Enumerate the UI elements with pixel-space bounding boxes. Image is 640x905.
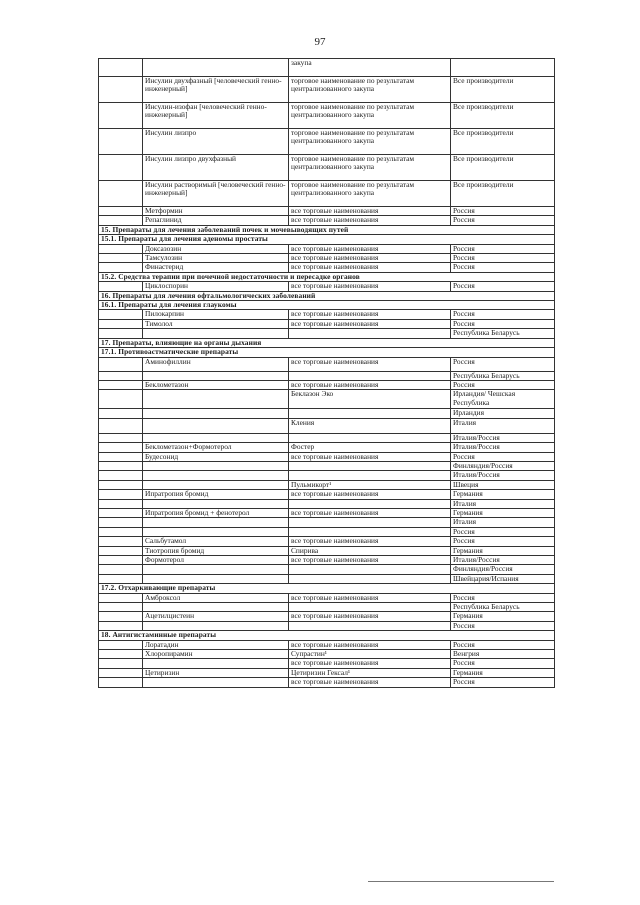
table-row <box>99 546 555 555</box>
table-row <box>99 310 555 319</box>
manufacturer-cell: Россия <box>451 244 555 253</box>
manufacturer-cell: Италия/Россия <box>451 471 555 480</box>
manufacturer-cell <box>451 59 555 77</box>
section-row <box>99 301 555 310</box>
group-cell <box>99 77 143 103</box>
table-row <box>99 329 555 338</box>
table-row <box>99 357 555 371</box>
trade-name-cell <box>289 603 451 612</box>
section-heading: 17. Препараты, влияющие на органы дыхания <box>99 338 555 347</box>
inn-cell: Пилокарпин <box>143 310 289 319</box>
group-cell <box>99 659 143 668</box>
table-row <box>99 612 555 621</box>
inn-cell <box>143 499 289 508</box>
manufacturer-cell: Все производители <box>451 181 555 207</box>
manufacturer-cell: Италия/Россия <box>451 556 555 565</box>
trade-name-cell: все торговые наименования <box>289 254 451 263</box>
group-cell <box>99 443 143 452</box>
inn-cell: Инсулин-изофан [человеческий генно-инженерный] <box>143 103 289 129</box>
trade-name-cell <box>289 527 451 536</box>
group-cell <box>99 418 143 433</box>
table-row <box>99 409 555 418</box>
group-cell <box>99 216 143 225</box>
table-row <box>99 518 555 527</box>
group-cell <box>99 181 143 207</box>
group-cell <box>99 565 143 574</box>
manufacturer-cell: Все производители <box>451 103 555 129</box>
group-cell <box>99 556 143 565</box>
section-heading: 16. Препараты для лечения офтальмологических заболеваний <box>99 291 555 300</box>
group-cell <box>99 254 143 263</box>
inn-cell: Циклоспорин <box>143 282 289 291</box>
inn-cell: Доксазозин <box>143 244 289 253</box>
trade-name-cell: все торговые наименования <box>289 452 451 461</box>
group-cell <box>99 537 143 546</box>
section-heading: 16.1. Препараты для лечения глаукомы <box>99 301 555 310</box>
inn-cell: Инсулин растворимый [человеческий генно-инженерный] <box>143 181 289 207</box>
inn-cell <box>143 518 289 527</box>
inn-cell <box>143 603 289 612</box>
manufacturer-cell: Венгрия <box>451 650 555 659</box>
inn-cell: Сальбутамол <box>143 537 289 546</box>
manufacturer-cell: Россия <box>451 282 555 291</box>
trade-name-cell <box>289 371 451 380</box>
group-cell <box>99 593 143 602</box>
manufacturer-cell: Республика Беларусь <box>451 371 555 380</box>
group-cell <box>99 409 143 418</box>
table-row <box>99 181 555 207</box>
table-row <box>99 565 555 574</box>
table-row <box>99 461 555 470</box>
group-cell <box>99 480 143 489</box>
manufacturer-cell: Россия <box>451 659 555 668</box>
inn-cell: Амброксол <box>143 593 289 602</box>
group-cell <box>99 678 143 687</box>
manufacturer-cell: Ирландия/ Чешская Республика <box>451 390 555 409</box>
inn-cell: Формотерол <box>143 556 289 565</box>
table-row <box>99 244 555 253</box>
manufacturer-cell: Все производители <box>451 77 555 103</box>
section-row <box>99 225 555 234</box>
group-cell <box>99 650 143 659</box>
manufacturer-cell: Германия <box>451 490 555 499</box>
table-row <box>99 380 555 389</box>
inn-cell <box>143 371 289 380</box>
manufacturer-cell: Россия <box>451 678 555 687</box>
group-cell <box>99 471 143 480</box>
inn-cell: Тиотропия бромид <box>143 546 289 555</box>
manufacturer-cell: Италия <box>451 418 555 433</box>
trade-name-cell: все торговые наименования <box>289 640 451 649</box>
inn-cell: Беклометазон+Формотерол <box>143 443 289 452</box>
group-cell <box>99 129 143 155</box>
table-row <box>99 390 555 409</box>
table-row <box>99 508 555 517</box>
table-row <box>99 207 555 216</box>
trade-name-cell: торговое наименование по результатам централизованного закупа <box>289 181 451 207</box>
group-cell <box>99 244 143 253</box>
inn-cell: Аминофиллин <box>143 357 289 371</box>
trade-name-cell: закупа <box>289 59 451 77</box>
table-row <box>99 527 555 536</box>
trade-name-cell: торговое наименование по результатам централизованного закупа <box>289 77 451 103</box>
inn-cell: Хлоропирамин <box>143 650 289 659</box>
inn-cell <box>143 565 289 574</box>
group-cell <box>99 490 143 499</box>
manufacturer-cell: Все производители <box>451 155 555 181</box>
trade-name-cell: все торговые наименования <box>289 319 451 328</box>
group-cell <box>99 527 143 536</box>
inn-cell <box>143 574 289 583</box>
table-row <box>99 433 555 442</box>
inn-cell <box>143 433 289 442</box>
table-row <box>99 59 555 77</box>
group-cell <box>99 508 143 517</box>
inn-cell: Финастерид <box>143 263 289 272</box>
trade-name-cell: Цетиризин Гексал¹ <box>289 668 451 677</box>
trade-name-cell: все торговые наименования <box>289 207 451 216</box>
table-row <box>99 452 555 461</box>
table-row <box>99 263 555 272</box>
inn-cell <box>143 678 289 687</box>
group-cell <box>99 380 143 389</box>
inn-cell: Инсулин лизпро двухфазный <box>143 155 289 181</box>
trade-name-cell: все торговые наименования <box>289 380 451 389</box>
inn-cell <box>143 471 289 480</box>
inn-cell: Лоратадин <box>143 640 289 649</box>
group-cell <box>99 574 143 583</box>
manufacturer-cell: Республика Беларусь <box>451 329 555 338</box>
trade-name-cell <box>289 518 451 527</box>
manufacturer-cell: Россия <box>451 593 555 602</box>
trade-name-cell <box>289 461 451 470</box>
table-row <box>99 254 555 263</box>
manufacturer-cell: Россия <box>451 452 555 461</box>
group-cell <box>99 357 143 371</box>
manufacturer-cell: Россия <box>451 263 555 272</box>
trade-name-cell <box>289 621 451 630</box>
inn-cell <box>143 329 289 338</box>
inn-cell: Репаглинид <box>143 216 289 225</box>
group-cell <box>99 461 143 470</box>
trade-name-cell: Супрастин¹ <box>289 650 451 659</box>
inn-cell: Инсулин лизпро <box>143 129 289 155</box>
manufacturer-cell: Германия <box>451 546 555 555</box>
trade-name-cell: все торговые наименования <box>289 357 451 371</box>
section-row <box>99 631 555 640</box>
table-row <box>99 77 555 103</box>
table-row <box>99 678 555 687</box>
manufacturer-cell: Россия <box>451 537 555 546</box>
trade-name-cell <box>289 499 451 508</box>
trade-name-cell: все торговые наименования <box>289 612 451 621</box>
drug-list-table <box>98 58 555 688</box>
manufacturer-cell: Россия <box>451 380 555 389</box>
table-row <box>99 129 555 155</box>
inn-cell <box>143 659 289 668</box>
group-cell <box>99 310 143 319</box>
inn-cell: Метформин <box>143 207 289 216</box>
section-row <box>99 338 555 347</box>
page-number: 97 <box>314 36 326 48</box>
group-cell <box>99 640 143 649</box>
inn-cell <box>143 59 289 77</box>
section-row <box>99 272 555 281</box>
trade-name-cell: все торговые наименования <box>289 556 451 565</box>
table-row <box>99 282 555 291</box>
table-row <box>99 499 555 508</box>
group-cell <box>99 668 143 677</box>
trade-name-cell: все торговые наименования <box>289 490 451 499</box>
trade-name-cell: все торговые наименования <box>289 216 451 225</box>
table-row <box>99 603 555 612</box>
manufacturer-cell: Россия <box>451 207 555 216</box>
manufacturer-cell: Россия <box>451 254 555 263</box>
manufacturer-cell: Италия/Россия <box>451 433 555 442</box>
inn-cell <box>143 418 289 433</box>
inn-cell: Ипратропия бромид <box>143 490 289 499</box>
group-cell <box>99 263 143 272</box>
group-cell <box>99 390 143 409</box>
inn-cell: Ипратропия бромид + фенотерол <box>143 508 289 517</box>
table-row <box>99 574 555 583</box>
table-row <box>99 319 555 328</box>
manufacturer-cell: Германия <box>451 508 555 517</box>
inn-cell: Тимолол <box>143 319 289 328</box>
trade-name-cell: все торговые наименования <box>289 263 451 272</box>
footer-rule <box>368 881 554 882</box>
inn-cell: Ацетилцистеин <box>143 612 289 621</box>
manufacturer-cell: Россия <box>451 357 555 371</box>
group-cell <box>99 603 143 612</box>
manufacturer-cell: Ирландия <box>451 409 555 418</box>
trade-name-cell: торговое наименование по результатам централизованного закупа <box>289 155 451 181</box>
group-cell <box>99 59 143 77</box>
manufacturer-cell: Россия <box>451 216 555 225</box>
section-heading: 15. Препараты для лечения заболеваний почек и мочевыводящих путей <box>99 225 555 234</box>
manufacturer-cell: Финляндия/Россия <box>451 461 555 470</box>
section-row <box>99 291 555 300</box>
inn-cell <box>143 480 289 489</box>
trade-name-cell: все торговые наименования <box>289 593 451 602</box>
trade-name-cell: Беклазон Эко <box>289 390 451 409</box>
inn-cell: Цетиризин <box>143 668 289 677</box>
table-row <box>99 371 555 380</box>
group-cell <box>99 155 143 181</box>
table-row <box>99 556 555 565</box>
inn-cell: Беклометазон <box>143 380 289 389</box>
table-row <box>99 443 555 452</box>
table-row <box>99 650 555 659</box>
manufacturer-cell: Швейцария/Испания <box>451 574 555 583</box>
table-row <box>99 593 555 602</box>
inn-cell <box>143 621 289 630</box>
table-row <box>99 418 555 433</box>
trade-name-cell <box>289 409 451 418</box>
group-cell <box>99 612 143 621</box>
trade-name-cell: все торговые наименования <box>289 659 451 668</box>
trade-name-cell: Спирива <box>289 546 451 555</box>
manufacturer-cell: Россия <box>451 527 555 536</box>
section-row <box>99 584 555 593</box>
table-row <box>99 103 555 129</box>
manufacturer-cell: Италия <box>451 518 555 527</box>
section-heading: 15.2. Средства терапии при почечной недостаточности и пересадке органов <box>99 272 555 281</box>
manufacturer-cell: Италия/Россия <box>451 443 555 452</box>
manufacturer-cell: Республика Беларусь <box>451 603 555 612</box>
trade-name-cell: все торговые наименования <box>289 282 451 291</box>
table-row <box>99 621 555 630</box>
trade-name-cell <box>289 565 451 574</box>
trade-name-cell: все торговые наименования <box>289 310 451 319</box>
inn-cell: Будесонид <box>143 452 289 461</box>
section-heading: 15.1. Препараты для лечения аденомы простаты <box>99 235 555 244</box>
inn-cell <box>143 527 289 536</box>
trade-name-cell: торговое наименование по результатам централизованного закупа <box>289 103 451 129</box>
group-cell <box>99 282 143 291</box>
trade-name-cell <box>289 433 451 442</box>
group-cell <box>99 103 143 129</box>
trade-name-cell: торговое наименование по результатам централизованного закупа <box>289 129 451 155</box>
inn-cell <box>143 390 289 409</box>
trade-name-cell: все торговые наименования <box>289 537 451 546</box>
table-row <box>99 480 555 489</box>
manufacturer-cell: Все производители <box>451 129 555 155</box>
group-cell <box>99 518 143 527</box>
manufacturer-cell: Россия <box>451 310 555 319</box>
inn-cell <box>143 461 289 470</box>
inn-cell: Инсулин двухфазный [человеческий генно-инженерный] <box>143 77 289 103</box>
trade-name-cell: Фостер <box>289 443 451 452</box>
group-cell <box>99 452 143 461</box>
section-heading: 17.2. Отхаркивающие препараты <box>99 584 555 593</box>
manufacturer-cell: Италия <box>451 499 555 508</box>
manufacturer-cell: Финляндия/Россия <box>451 565 555 574</box>
table-row <box>99 640 555 649</box>
section-row <box>99 235 555 244</box>
group-cell <box>99 621 143 630</box>
trade-name-cell: все торговые наименования <box>289 678 451 687</box>
table-row <box>99 155 555 181</box>
manufacturer-cell: Россия <box>451 640 555 649</box>
table-row <box>99 471 555 480</box>
table-row <box>99 659 555 668</box>
trade-name-cell <box>289 329 451 338</box>
section-heading: 17.1. Противоастматические препараты <box>99 348 555 357</box>
manufacturer-cell: Германия <box>451 612 555 621</box>
manufacturer-cell: Германия <box>451 668 555 677</box>
group-cell <box>99 546 143 555</box>
manufacturer-cell: Россия <box>451 319 555 328</box>
section-row <box>99 348 555 357</box>
trade-name-cell <box>289 574 451 583</box>
group-cell <box>99 371 143 380</box>
group-cell <box>99 329 143 338</box>
trade-name-cell: все торговые наименования <box>289 244 451 253</box>
group-cell <box>99 499 143 508</box>
inn-cell <box>143 409 289 418</box>
group-cell <box>99 319 143 328</box>
section-heading: 18. Антигистаминные препараты <box>99 631 555 640</box>
trade-name-cell: Пульмикорт¹ <box>289 480 451 489</box>
group-cell <box>99 207 143 216</box>
inn-cell: Тамсулозин <box>143 254 289 263</box>
table-row <box>99 216 555 225</box>
table-row <box>99 490 555 499</box>
trade-name-cell: все торговые наименования <box>289 508 451 517</box>
trade-name-cell: Кления <box>289 418 451 433</box>
group-cell <box>99 433 143 442</box>
table-row <box>99 537 555 546</box>
table-row <box>99 668 555 677</box>
manufacturer-cell: Швеция <box>451 480 555 489</box>
manufacturer-cell: Россия <box>451 621 555 630</box>
trade-name-cell <box>289 471 451 480</box>
